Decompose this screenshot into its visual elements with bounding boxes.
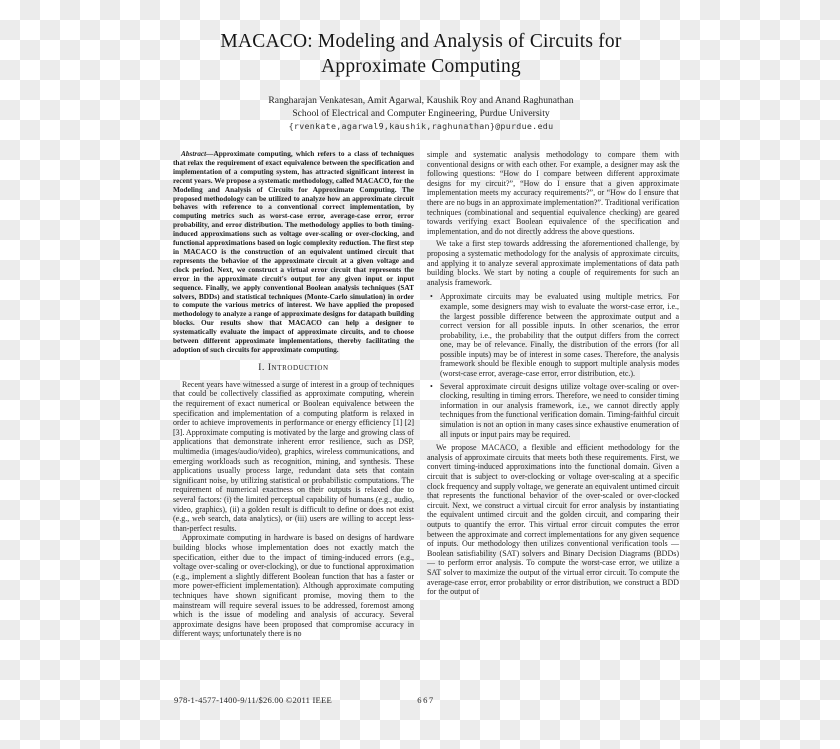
list-item [430,382,679,440]
requirements-paragraph: We take a first step towards addressing the aforementioned challenge, by proposing a systematic methodology for the analysis of approximate circuits, and applying it to analyze several approximate implementations of data path building blocks. We start by noting a couple of requirements for such an analysis framework. [427,239,679,287]
left-column [173,150,414,639]
footer-copyright: 978-1-4577-1400-9/11/$26.00 ©2011 IEEE [174,695,332,705]
macaco-proposal-paragraph: We propose MACACO, a flexible and efficient methodology for the analysis of approximate circuits that meets both these requirements. First, we convert timing-induced approximations into the functional domain. Given a circuit that is subject to over-clocking or voltage over-scaling at a specific clock frequency and supply voltage, we generate an equivalent untimed circuit that represents the functional behavior of the over-scaled or over-clocked circuit. Next, we construct a virtual circuit for error analysis by instantiating the equivalent untimed circuit and the golden circuit, and comparing their outputs to quantify the error. This virtual error circuit computes the error between the approximate and correct implementations for any given sequence of inputs. Our methodology then utilizes conventional verification tools — Boolean satisfiability (SAT) solvers and Binary Decision Diagrams (BDDs) — to perform error analysis. To compute the worst-case error, we utilize a SAT solver to maximize the output of the virtual error circuit. To compute the average-case error, error probability or error distribution, we construct a BDD for the output of [427,443,679,597]
requirements-bullet-list [427,292,679,439]
bullet-icon: • [430,292,433,302]
section-heading-introduction: I. Introduction [258,362,329,373]
intro-paragraph-1: Recent years have witnessed a surge of interest in a group of techniques that could be collectively classified as approximate computing, wherein the requirement of exact numerical or Boolean equivalence between the specification and implementation of a computing platform is relaxed in order to achieve improvements in performance or energy efficiency [1] [2] [3]. Approximate computing is motivated by the large and growing class of applications that demonstrate inherent error resilience, such as DSP, multimedia (images/audio/video), graphics, wireless communications, and emerging workloads such as recognition, mining, and synthesis. These applications usually process large, redundant data sets that contain significant noise, by utilizing statistical or probabilistic computations. The requirement of numerical exactness on their outputs is relaxed due to several factors: (i) the limited perceptual capability of humans (e.g., audio, video, graphics), (ii) a golden result is difficult to define or does not exist (e.g., web search, data analytics), or (iii) users are willing to accept less-than-perfect results. [173,379,414,533]
bullet-text-metrics: Approximate circuits may be evaluated using multiple metrics. For example, some designers may wish to evaluate the worst-case error, i.e., the largest possible difference between the approximate output and a correct version for all possible inputs. In other scenarios, the error probability, i.e., the probability that the output differs from the correct one, may be of relevance. Finally, the distribution of the errors (for all possible inputs) may be of interest in some cases. Therefore, the analysis framework should be flexible enough to support multiple analysis modes (worst-case error, average-case error, error distribution, etc.). [440,292,679,379]
affiliation-line: School of Electrical and Computer Engineering, Purdue University [292,107,550,119]
page-title: MACACO: Modeling and Analysis of Circuits for Approximate Computing [220,31,622,77]
bullet-icon: • [430,381,433,391]
page-number: 667 [417,695,435,705]
abstract-paragraph [173,150,414,355]
email-line: {rvenkate,agarwal9,kaushik,raghunathan}@purdue.edu [288,121,554,131]
list-item [430,292,679,378]
right-column [427,150,679,639]
continuation-paragraph: simple and systematic analysis methodology to compare them with conventional designs or with each other. For example, a designer may ask the following questions: “How do I compare between different approximate designs for my circuit?”, “How do I ensure that a given approximate implementation meets my accuracy requirements?”, or “How do I ensure that there are no bugs in an approximate implementation?”. Traditional verification techniques (combinational and sequential equivalence checking) are geared towards verifying exact Boolean equivalence of the specification and implementation, and do not directly address the above questions. [427,150,679,236]
abstract-text: Approximate computing, which refers to a class of techniques that relax the requirement of exact equivalence between the specification and implementation of a computing system, has attracted significant interest in recent years. We propose a systematic methodology, called MACACO, for the Modeling and Analysis of Circuits for Approximate Computing. The proposed methodology can be utilized to analyze how an approximate circuit behaves with reference to a conventional correct implementation, by computing metrics such as worst-case error, average-case error, error probability, and error distribution. The methodology applies to both timing-induced approximations such as voltage over-scaling or over-clocking, and functional approximations based on logic complexity reduction. The first step in MACACO is the construction of an equivalent untimed circuit that represents the behavior of the approximate circuit at a given voltage and clock period. Next, we construct a virtual error circuit that represents the error in the approximate circuit's output for any given input or input sequence. Finally, we apply conventional Boolean analysis techniques (SAT solvers, BDDs) and statistical techniques (Monte-Carlo simulation) in order to compute the various metrics of interest. We have applied the proposed methodology to analyze a range of approximate designs for datapath building blocks. Our results show that MACACO can help a designer to systematically evaluate the impact of approximate circuits, and to choose between different approximate implementations, thereby facilitating the adoption of such circuits for approximate computing. [173,149,414,354]
paper-header [160,30,682,132]
intro-paragraph-2: Approximate computing in hardware is based on designs of hardware building blocks whose implementation does not exactly match the specification, either due to the impact of timing-induced errors (e.g., voltage over-scaling or over-clocking), or due to functional approximation (e.g., implement a slightly different Boolean function that has a faster or more power-efficient implementation). Although approximate computing techniques have shown significant promise, moving them to the mainstream will require several issues to be addressed, foremost among which is the issue of modeling and analysis of accuracy. Several approximate designs have been proposed that compromise accuracy in different ways; unfortunately there is no [173,533,414,639]
abstract-label: Abstract— [181,149,214,158]
bullet-text-timing: Several approximate circuit designs utilize voltage over-scaling or over-clocking, resulting in timing errors. Therefore, we need to consider timing information in our analysis framework, i.e., we cannot directly apply techniques from the functional verification domain. Timing-faithful circuit simulation is not an option in many cases since exhaustive enumeration of all inputs or input pairs may be required. [440,381,679,439]
authors-line: Rangharajan Venkatesan, Amit Agarwal, Kaushik Roy and Anand Raghunathan [268,95,574,106]
two-column-body [173,150,679,639]
